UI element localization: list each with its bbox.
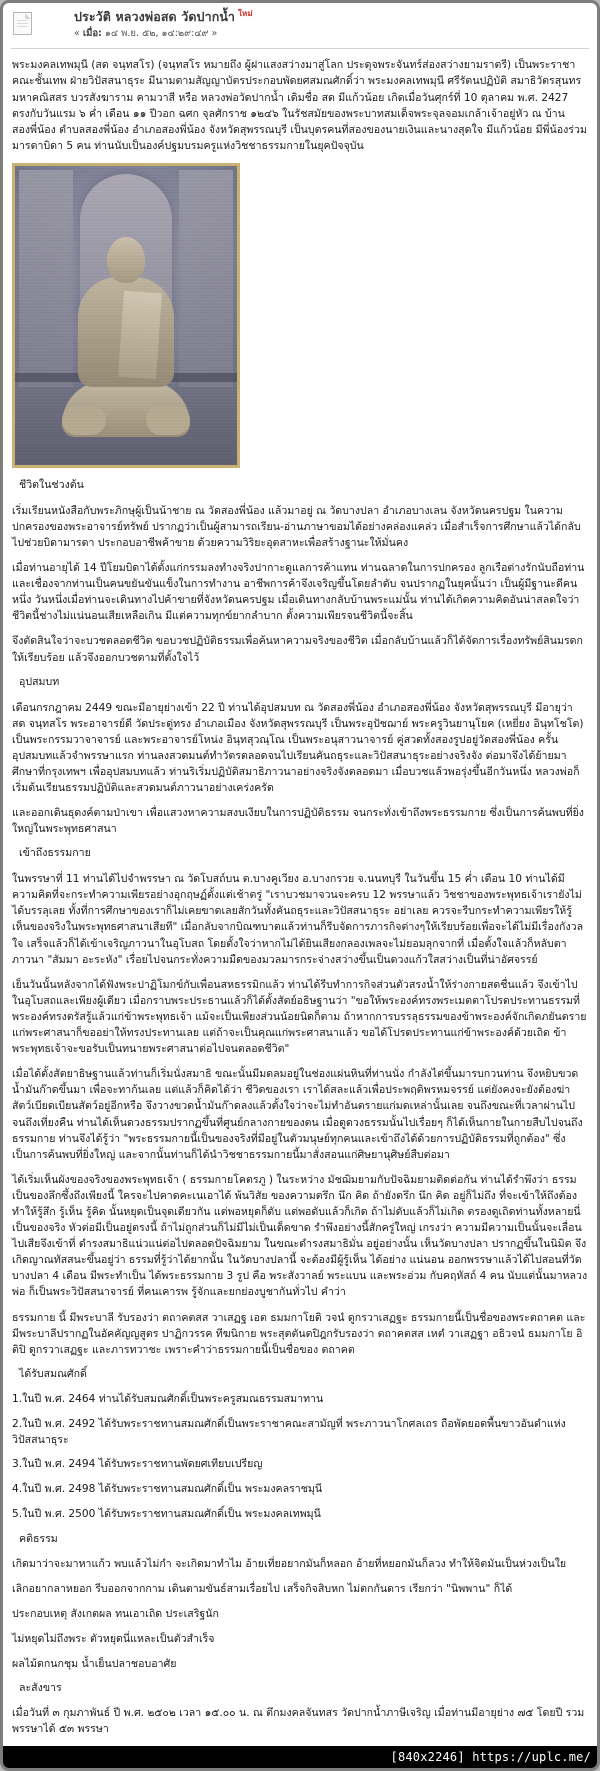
intro-paragraph: พระมงคลเทพมุนี (สด จนฺทสโร) (จนฺทสโร หมายถึง ผู้ฝาแสงสว่างมาสู่โลก ประดุจพระจันทร์ส่องสว่างยามราตรี) เป็นพระราชาคณะชั้นเทพ ฝ่ายวิปัสสนาธุระ มีนามตามสัญญาบัตรประกอบพัดยศสมณศักดิ์ว่า พระมงคลเทพมุนี ศรีรัตนปฏิบัติ สมาธิวัตรสุนทร มหาคณิสสร บวรสังฆาราม คามวาสี หรือ หลวงพ่อวัดปากน้ำ เดิมชื่อ สด มีแก้วน้อย เกิดเมื่อวันศุกร์ที่ 10 ตุลาคม พ.ศ. 2427 ตรงกับวันแรม ๖ ค่ำ เดือน ๑๑ ปีวอก ฉศก จุลศักราช ๑๒๔๖ ในรัชสมัยของพระบาทสมเด็จพระจุลจอมเกล้าเจ้าอยู่หัว ณ บ้านสองพี่น้อง ตำบลสองพี่น้อง อำเภอสองพี่น้อง จังหวัดสุพรรณบุรี เป็นบุตรคนที่สองของนายเงินและนางสุดใจ มีแก้วน้อย มีพี่น้องร่วมมารดาบิดา 5 คน ท่านนับเป็นองค์ปฐมบรมครูแห่งวิชชาธรรมกายในยุคปัจจุบัน [12, 59, 587, 152]
section-paragraph: เริ่มเรียนหนังสือกับพระภิกษุผู้เป็นน้าชาย ณ วัดสองพี่น้อง แล้วมาอยู่ ณ วัดบางปลา อำเภอบางเลน จังหวัดนครปฐม ในความปกครองของพระอาจารย์ทรัพย์ ปรากฏว่าเป็นผู้สามารถเรียน-อ่านภาษาขอมได้อย่างคล่องแคล่ว เมื่อสำเร็จการศึกษาแล้วได้กลับไปช่วยบิดามารดา ประกอบอาชีพค้าขาย ด้วยความวิริยะอุตสาหะเพื่อสร้างฐานะให้มั่นคง [12, 504, 581, 550]
section-heading-ordination: อุปสมบท [19, 675, 60, 688]
section-paragraph: ได้เริ่มเห็นผังของจริงของพระพุทธเจ้า ( ธรรมกายโคตรภู ) ในระหว่าง มัชฌิมยามกับปัจฉิมยามติดต่อกัน ท่านได้รำพึงว่า ธรรมเป็นของลึกซึ้งถึงเพียงนี้ ใครจะไปคาดคะเนเอาได้ พ้นวิสัย ของความตรึก นึก คิด ถ้ายังตรึก นึก คิด อยู่ก็ไม่ถึง ที่จะเข้าให้ถึงต้องทำให้รู้สึก รู้เห็น รู้คิด นั้นหยุดเป็นจุดเดียวกัน แต่พอหยุดก็ดับ แต่พอดับแล้วก็เกิด ถ้าไม่ดับแล้วก็ไม่เกิด ตรองดูเถิดท่านทั้งหลายนี่เป็นของจริง หัวต่อมีเป็นอยู่ตรงนี้ ถ้าไม่ถูกส่วนก็ไม่มีไม่เป็นเด็ดขาด รำพึงอย่างนี้สักครู่ใหญ่ เกรงว่า ความมีความเป็นนั้นจะเลื่อนไปเสียจึงเข้าที่ ดำรงสมาธิแน่วแน่ต่อไปตลอดปัจฉิมยาม ในขณะดำรงสมาธิมั่น อยู่อย่างนั้น เห็นวัดบางปลา ปรากฏขึ้นในนิมิต จึงเกิดญาณทัสสนะขึ้นอยู่ว่า ธรรมที่รู้ว่าได้ยากนั้น ในวัดบางปลานี้ จะต้องมีผู้รู้เห็น ได้อย่าง แน่นอน ออกพรรษาแล้วได้ไปสอนที่วัดบางปลา 4 เดือน มีพระทำเป็น ได้พระธรรมกาย 3 รูป คือ พระสังวาลย์ พระแบน และพระอ่วม กับคฤหัสถ์ 4 คน นับแต่นั้นมาหลวงพ่อ ก็เป็นพระวิปัสสนาจารย์ ที่คนเคารพ รู้จักและยกย่องบูชากันทั่วไป คำว่า [12, 1173, 588, 1299]
list-item: 5.ในปี พ.ศ. 2500 ได้รับพระราชทานสมณศักดิ์เป็น พระมงคลเทพมุนี [12, 1508, 321, 1521]
maxim-line: เลิกอยากลาหยอก รีบออกจากกาม เดินตามขันธ์สามเรื่อยไป เสร็จกิจสิบหก ไม่ตกกันดาร เรียกว่า "นิพพาน" ก็ได้ [12, 1582, 513, 1595]
section-paragraph: ในพรรษาที่ 11 ท่านได้ไปจำพรรษา ณ วัดโบสถ์บน ต.บางคูเวียง อ.บางกรวย จ.นนทบุรี ในวันขึ้น 15 ค่ำ เดือน 10 ท่านได้มีความคิดที่จะกระทำความเพียรอย่างอุกฤษฏ์ตั้งแต่เช้าตรู่ "เราบวชมาจวนจะครบ 12 พรรษาแล้ว วิชชาของพระพุทธเจ้าเรายังไม่ได้บรรลุเลย ทั้งที่การศึกษาของเราก็ไม่เคยขาดเลยสักวันทั้งคันถธุระและวิปัสสนาธุระ อย่าเลย ควรจะรีบกระทำความเพียรให้รู้เห็นของจริงในพระพุทธศาสนาเสียที" เมื่อกลับจากบิณฑบาตแล้วท่านก็รีบจัดการภารกิจต่างๆให้เรียบร้อยเพื่อจะได้ไม่มีเรื่องกังวลใจ เสร็จแล้วก็ได้เข้าเจริญภาวนาในอุโบสถ โดยตั้งใจว่าหากไม่ได้ยินเสียงกลองเพลจะไม่ยอมลุกจากที่ เมื่อตั้งใจแล้วก็หลับตาภาวนา "สัมมา อะระหัง" เรื่อยไปจนกระทั่งความมืดของมวลมารกระจ่างสว่างขึ้นเป็นดวงแก้วใสสว่างเป็นที่น่าอัศจรรย์ [12, 873, 584, 966]
section-heading-early-life: ชีวิตในช่วงต้น [19, 478, 84, 491]
photo-image [15, 166, 237, 465]
maxim-line: เกิดมาว่าจะมาหาแก้ว พบแล้วไม่กำ จะเกิดมาทำไม อ้ายเที่ยอยากมันก็หลอก อ้ายที่หยอกมันก็ลวง ทำให้จิตมันเป็นห่วงเป็นใย [12, 1557, 567, 1570]
footer-watermark-bar [3, 1746, 597, 1768]
date-prefix: « [74, 28, 83, 40]
date-label: เมื่อ: [82, 28, 102, 40]
section-paragraph: ธรรมกาย นี้ มีพระบาลี รับรองว่า ตถาคตสส วาเสฏฐ เอต ธมมกาโยติ วจนํ ดูกรวาเสฏฐะ ธรรมกายนี้เป็นชื่อของพระตถาคต และมีพระบาลีปรากฏในอัคคัญญสูตร ปาฏิกวรรค ทีฆนิกาย พระสุตตันตปิฎกรับรองว่า ตถาคตสส เหตํ วาเสฏฐา อธิวจนํ ธมมกาโย อิติปิ ดูกรวาเสฏฐะ และภารทวาชะ เพราะคำว่าธรรมกายนี้เป็นชื่อของ ตถาคต [12, 1311, 586, 1356]
source-url: https://uplc.me/ [472, 1750, 591, 1765]
post-title-text: ประวัติ หลวงพ่อสด วัดปากน้ำ [74, 9, 236, 25]
section-paragraph: จึงตัดสินใจว่าจะบวชตลอดชีวิต ขอบวชปฏิบัติธรรมเพื่อค้นหาความจริงของชีวิต เมื่อกลับบ้านแล้วก็ได้จัดการเรื่องทรัพย์สินมรดกให้เรียบร้อย แล้วจึงออกบวชตามที่ตั้งใจไว้ [12, 635, 583, 664]
section-paragraph: เย็นวันนั้นหลังจากได้ฟังพระปาฏิโมกข์กับเพื่อนสหธรรมิกแล้ว ท่านได้รีบทำการกิจส่วนตัวสรงน้ำให้ร่างกายสดชื่นแล้ว จึงเข้าไปในอุโบสถและเพียงผู้เดียว เมื่อกราบพระประธานแล้วก็ได้ตั้งสัตย์อธิษฐานว่า "ขอให้พระองค์ทรงพระเมตตาโปรดประทานธรรมที่พระองค์ทรงตรัสรู้แล้วแก่ข้าพระพุทธเจ้า แม้จะเป็นเพียงส่วนน้อยนิดก็ตาม ถ้าหากการบรรลุธรรมของข้าพระองค์จักเกิดภยันตรายแก่พระศาสนาก็ขออย่าให้ทรงประทานเลย แต่ถ้าจะเป็นคุณแก่พระศาสนาแล้ว ขอได้โปรดประทานแก่ข้าพระองค์ด้วยเถิด ข้าพระพุทธเจ้าจะขอรับเป็นทนายพระศาสนาต่อไปจนตลอดชีวิต" [12, 978, 587, 1056]
list-item: 4.ในปี พ.ศ. 2498 ได้รับพระราชทานสมณศักดิ์เป็น พระมงคลราชมุนี [12, 1483, 323, 1496]
section-paragraph: และออกเดินธุดงค์ตามป่าเขา เพื่อแสวงหาความสงบเงียบในการปฏิบัติธรรม จนกระทั่งเข้าถึงพระธรรมกาย ซึ่งเป็นการค้นพบที่ยิ่งใหญ่ในพระพุทธศาสนา [12, 807, 584, 836]
list-item: 3.ในปี พ.ศ. 2494 ได้รับพระราชทานพัดยศเทียบเปรียญ [12, 1458, 263, 1471]
maxim-line: ไม่หยุดไม่ถึงพระ ตัวหยุดนี่แหละเป็นตัวสำเร็จ [12, 1632, 215, 1645]
date-value: ๑๔ พ.ย. ๕๒, ๑๔:๒๙:๔๙ » [101, 28, 218, 40]
watermark-text [391, 1750, 591, 1764]
photo-grain-overlay [15, 166, 237, 465]
passing-paragraph: เมื่อวันที่ ๓ กุมภาพันธ์ ปี พ.ศ. ๒๕๐๒ เวลา ๑๕.๐๐ น. ณ ตึกมงคลจันทสร วัดปากน้ำภาษีเจริญ เมื่อท่านมีอายุย่าง ๗๕ โดยปี รวมพรรษาได้ ๕๓ พรรษา [12, 1707, 585, 1736]
maxim-line: ประกอบเหตุ สังเกตผล ทนเอาเถิด ประเสริฐนัก [12, 1607, 219, 1620]
post-header-text [38, 9, 589, 40]
new-badge: ใหม่ [238, 9, 253, 18]
post-header [3, 3, 597, 44]
post-body [3, 49, 597, 1738]
maxim-line: ผลไม้ดกนกชุม น้ำเย็นปลาชอบอาศัย [12, 1657, 177, 1670]
list-item: 1.ในปี พ.ศ. 2464 ท่านได้รับสมณศักดิ์เป็นพระครูสมณธรรมสมาทาน [12, 1392, 324, 1405]
image-dimensions: [840x2246] [390, 1750, 465, 1765]
document-icon [13, 12, 32, 35]
list-item: 2.ในปี พ.ศ. 2492 ได้รับพระราชทานสมณศักดิ์เป็นพระราชาคณะสามัญที่ พระภาวนาโกศลเถร ถือพัดยอดพื้นขาวอันดำแห่งวิปัสสนาธุระ [12, 1417, 566, 1446]
section-paragraph: เมื่อท่านอายุได้ 14 ปีโยมบิดาได้ตั้งแก่กรรมลงทำงจริงปากาะดูแลการค้าแทน ท่านฉลาดในการปกครอง ลูกเรือต่างรักนับถือท่านและเชื่องจากท่านเป็นคนขยันขันแข็งในการทำงาน อาชีพการค้าจึงเจริญขึ้นโดยลำดับ จนปรากฏในยุคนั้นว่า เป็นผู้มีฐานะดีคนหนึ่ง วันหนึ่งเมื่อท่านจะเดินทางไปค้าขายที่จังหวัดนครปฐม เมื่อเดินทางกลับบ้านพระแม่นั้น ท่านได้เกิดความคิดอันน่าสลดใจว่า ชีวิตนี้ช่างไม่แน่นอนเสียเหลือเกิน มีแต่ความทุกข์ยากลำบาก ตั้งความเพียรจนชีวิตนี้จะสิ้น [12, 562, 585, 623]
section-heading-passing: ละสังขาร [19, 1682, 62, 1695]
page-title [74, 9, 589, 26]
section-paragraph: เมื่อได้ตั้งสัตยาธิษฐานแล้วท่านก็เริ่มนั่งสมาธิ ขณะนั้นมีมดลมอยู่ในช่องแผ่นหินที่ท่านนั่ง กำลังไต่ขึ้นมารบกวนท่าน จึงหยิบขวดน้ำมันก๊าดขึ้นมา เพื่อจะทาก้นเลย แต่แล้วก็คิดได้ว่า ชีวิตของเรา เราได้สละแล้วเพื่อประพฤติพรหมจรรย์ แต่ยังคงจะยังต้องฆ่าสัตว์เบียดเบียนสัตว์อยู่อีกหรือ จึงวางขวดน้ำมันก๊าดลงแล้วตั้งใจว่าจะไม่ทำอันตรายแก่มดเหล่านั้นเลย จนถึงขณะที่เวลาผ่านไปจนถึงเที่ยงคืน ท่านได้เห็นดวงธรรมปรากฏขึ้นที่ศูนย์กลางกายของตน เมื่อดูดวงธรรมนั้นไปเรื่อยๆ ก็ได้เห็นกายในกายสืบไปจนถึงธรรมกาย ท่านจึงได้รู้ว่า "พระธรรมกายนี้เป็นของจริงที่มีอยู่ในตัวมนุษย์ทุกคนและเข้าถึงได้ด้วยการปฏิบัติธรรมที่ถูกต้อง" ซึ่งเป็นการค้นพบที่ยิ่งใหญ่ และจากนั้นท่านก็ได้นำวิชชาธรรมกายนี้มาสั่งสอนแก่ศิษยานุศิษย์สืบต่อมา [12, 1068, 583, 1161]
monk-photo [12, 163, 240, 468]
section-heading-titles: ได้รับสมณศักดิ์ [19, 1367, 87, 1380]
post-timestamp [74, 28, 589, 40]
section-heading-dhammakaya: เข้าถึงธรรมกาย [19, 847, 91, 860]
section-paragraph: เดือนกรกฎาคม 2449 ขณะมีอายุย่างเข้า 22 ปี ท่านได้อุปสมบท ณ วัดสองพี่น้อง อำเภอสองพี่น้อง จังหวัดสุพรรณบุรี มีอายุว่า สด จนฺทสโร พระอาจารย์ดี วัดประดู่ทรง อำเภอเมือง จังหวัดสุพรรณบุรี เป็นพระอุปัชฌาย์ พระครูวินยานุโยค (เหยี่ยง อินฺทโชโต) เป็นพระกรรมวาจาจารย์ และพระอาจารย์โหน่ง อินฺทสุวณฺโณ เป็นพระอนุสาวนาจารย์ คู่สวดทั้งสองรูปอยู่วัดสองพี่น้อง ครั้นอุปสมบทแล้วจำพรรษาแรก ท่านลงสวดมนต์ทำวัตรตลอดจนไปเรียนคันถธุระและวิปัสสนาธุระอย่างจริงจัง ต่อมาจึงได้ย้ายมาศึกษาที่กรุงเทพฯ เพื่ออุปสมบทแล้ว ท่านริเริ่มปฏิบัติสมาธิภาวนาอย่างจริงจังตลอดมา เมื่อบวชแล้วพอรุ่งขึ้นอีกวันหนึ่ง หลวงพ่อก็เริ่มต้นเรียนธรรมปฏิบัติและสวดมนต์ภาวนาอย่างเคร่งครัด [12, 701, 584, 795]
photo-frame [12, 163, 240, 468]
section-heading-maxims: คติธรรม [19, 1533, 58, 1546]
